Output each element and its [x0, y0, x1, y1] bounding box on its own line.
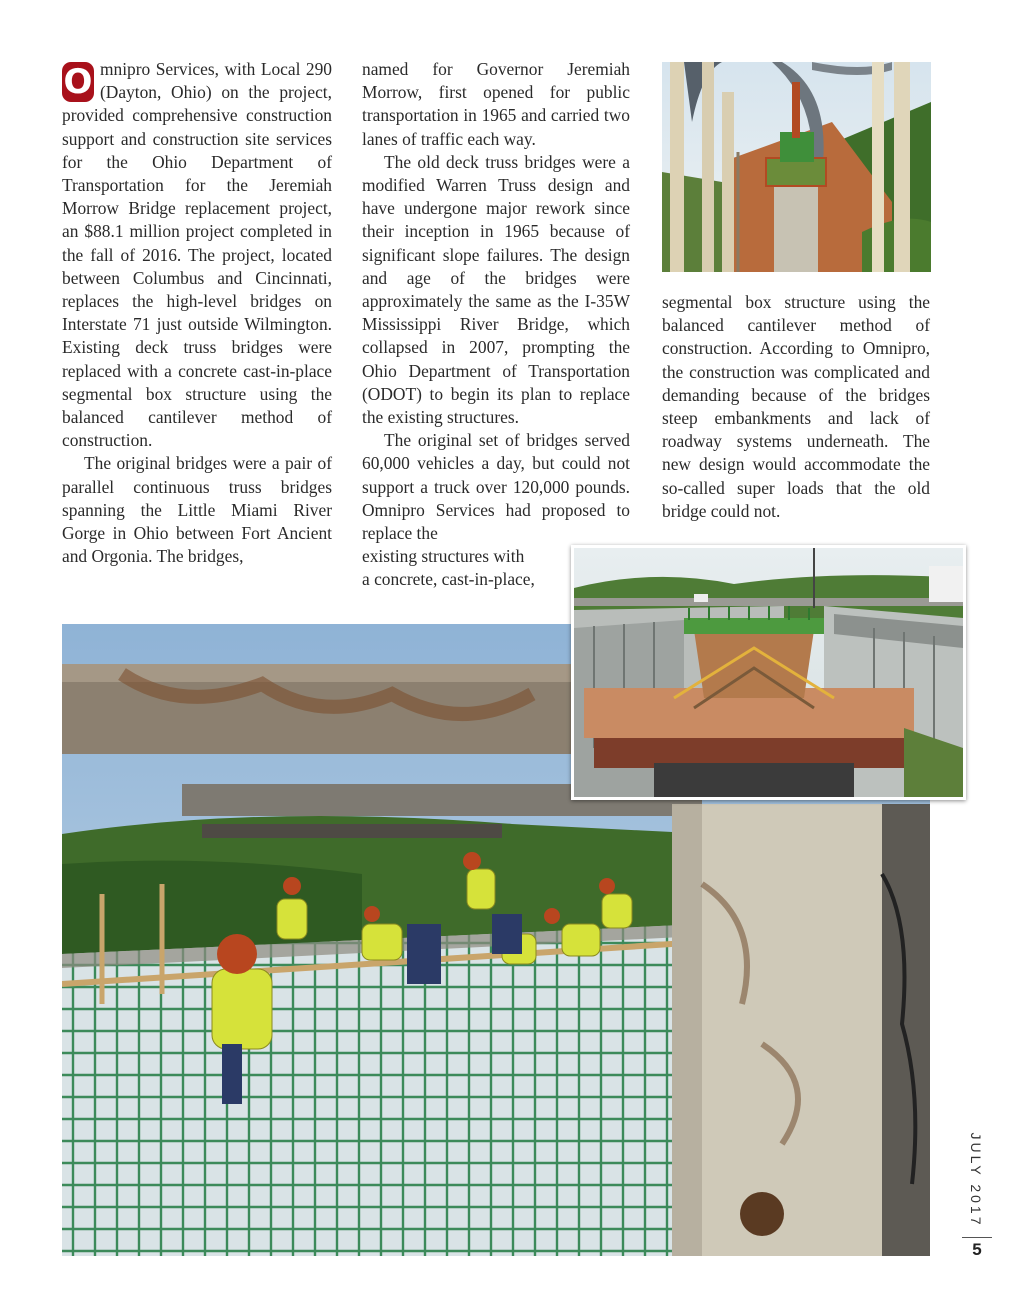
article-column-3 [662, 291, 930, 523]
drop-cap: O [63, 62, 93, 102]
article-paragraph: segmental box structure using the balanced cantilever method of construction. According to Omnipro, the construction was complicated and demanding because of the bridges steep embankments and lack of roadway systems underneath. The new design would accommodate the so-called super loads that the old bridge could not. [662, 292, 930, 521]
paragraph-text: The original set of bridges served 60,000 vehicles a day, but could not support a truck over 120,000 pounds. Omnipro Services had proposed to replace the [362, 430, 630, 544]
folio-date [956, 1125, 996, 1235]
article-paragraph: The original bridges were a pair of parallel continuous truss bridges spanning the Little Miami River Gorge in Ohio between Fort Ancient and Orgonia. The bridges, [62, 453, 332, 567]
bridge-piers-photo [662, 62, 931, 272]
page-number: 5 [972, 1240, 982, 1259]
segment-formwork-photo [571, 545, 966, 800]
folio-divider [962, 1237, 992, 1238]
paragraph-text: existing structures with [362, 546, 525, 567]
article-paragraph: named for Governor Jeremiah Morrow, first opened for public transportation in 1965 and carried two lanes of traffic each way. [362, 59, 630, 149]
article-column-2 [362, 58, 630, 592]
paragraph-text: mnipro Services, with Local 290 (Dayton, Ohio) on the project, provided comprehensive construction support and construction site services for the Ohio Department of Transportation for the Jeremiah Morrow Bridge replacement project, an $88.1 million project completed in the fall of 2016. The project, located between Columbus and Cincinnati, replaces the high-level bridges on Interstate 71 just outside Wilmington. Existing deck truss bridges were replaced with a concrete cast-in-place segmental box structure using the balanced cantilever method of construction. [62, 59, 332, 451]
article-paragraph: The old deck truss bridges were a modified Warren Truss design and have undergone major rework since their inception in 1965 because of significant slope failures. The design and age of the bridges were approximately the same as the I-35W Mississippi River Bridge, which collapsed in 2007, prompting the Ohio Department of Transportation (ODOT) to begin its plan to replace the existing structures. [362, 151, 630, 428]
folio-date-text: JULY 2017 [968, 1132, 984, 1228]
article-paragraph [62, 58, 332, 452]
article-column-1 [62, 58, 332, 568]
paragraph-text: a concrete, cast-in-place, [362, 569, 535, 590]
